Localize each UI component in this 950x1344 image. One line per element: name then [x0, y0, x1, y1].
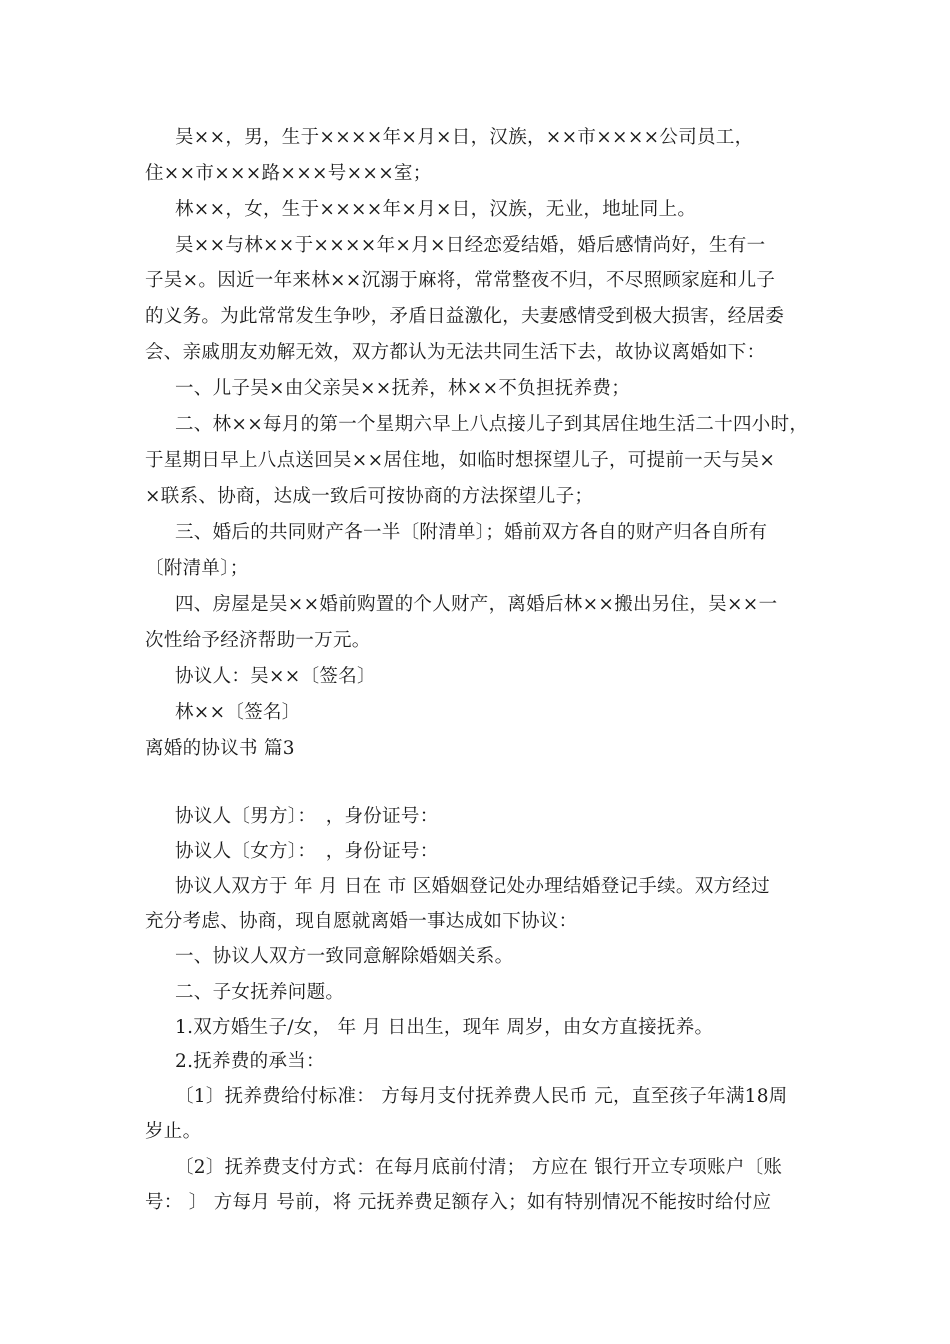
paragraph-line: 四、房屋是吴××婚前购置的个人财产，离婚后林××搬出另住，吴××一	[175, 594, 778, 615]
paragraph-line: 次性给予经济帮助一万元。	[145, 630, 371, 651]
paragraph-line: 林××，女，生于××××年×月×日，汉族，无业，地址同上。	[175, 199, 697, 220]
paragraph-line: 的义务。为此常常发生争吵，矛盾日益激化，夫妻感情受到极大损害，经居委	[145, 306, 785, 327]
paragraph-line: 子吴×。因近一年来林××沉溺于麻将，常常整夜不归，不尽照顾家庭和儿子	[145, 270, 776, 291]
paragraph-line: 1.双方婚生子/女， 年 月 日出生，现年 周岁，由女方直接抚养。	[175, 1017, 714, 1038]
signature-line: 林××〔签名〕	[175, 702, 301, 723]
paragraph-line: 〔1〕抚养费给付标准： 方每月支付抚养费人民币 元，直至孩子年满18周	[175, 1086, 788, 1107]
paragraph-line: 〔附清单〕；	[145, 558, 249, 579]
paragraph-line: 吴××，男，生于××××年×月×日，汉族，××市××××公司员工，	[175, 127, 754, 148]
paragraph-line: 协议人双方于 年 月 日在 市 区婚姻登记处办理结婚登记手续。双方经过	[175, 876, 770, 897]
paragraph-line: 一、协议人双方一致同意解除婚姻关系。	[175, 946, 514, 967]
paragraph-line: 于星期日早上八点送回吴××居住地，如临时想探望儿子，可提前一天与吴×	[145, 450, 776, 471]
paragraph-line: 岁止。	[145, 1121, 202, 1142]
paragraph-line: 二、子女抚养问题。	[175, 982, 345, 1003]
paragraph-line: 2.抚养费的承当：	[175, 1051, 325, 1072]
paragraph-line: 协议人〔男方〕： ，身份证号：	[175, 806, 439, 827]
paragraph-line: 一、儿子吴×由父亲吴××抚养，林××不负担抚养费；	[175, 378, 631, 399]
paragraph-line: 〔2〕抚养费支付方式：在每月底前付清； 方应在 银行开立专项账户〔账	[175, 1157, 783, 1178]
paragraph-line: 二、林××每月的第一个星期六早上八点接儿子到其居住地生活二十四小时，	[175, 414, 809, 435]
paragraph-line: 会、亲戚朋友劝解无效，双方都认为无法共同生活下去，故协议离婚如下：	[145, 342, 766, 363]
paragraph-line: 住××市×××路×××号×××室；	[145, 163, 432, 184]
signature-line: 协议人：吴××〔签名〕	[175, 666, 376, 687]
paragraph-line: 三、婚后的共同财产各一半〔附清单〕；婚前双方各自的财产归各自所有	[175, 522, 768, 543]
paragraph-line: 协议人〔女方〕： ，身份证号：	[175, 841, 439, 862]
section-heading: 离婚的协议书 篇3	[145, 738, 295, 759]
paragraph-line: ×联系、协商，达成一致后可按协商的方法探望儿子；	[145, 486, 594, 507]
paragraph-line: 吴××与林××于××××年×月×日经恋爱结婚，婚后感情尚好，生有一	[175, 235, 766, 256]
paragraph-line: 号： 〕 方每月 号前，将 元抚养费足额存入；如有特别情况不能按时给付应	[145, 1192, 772, 1213]
paragraph-line: 充分考虑、协商，现自愿就离婚一事达成如下协议：	[145, 911, 578, 932]
